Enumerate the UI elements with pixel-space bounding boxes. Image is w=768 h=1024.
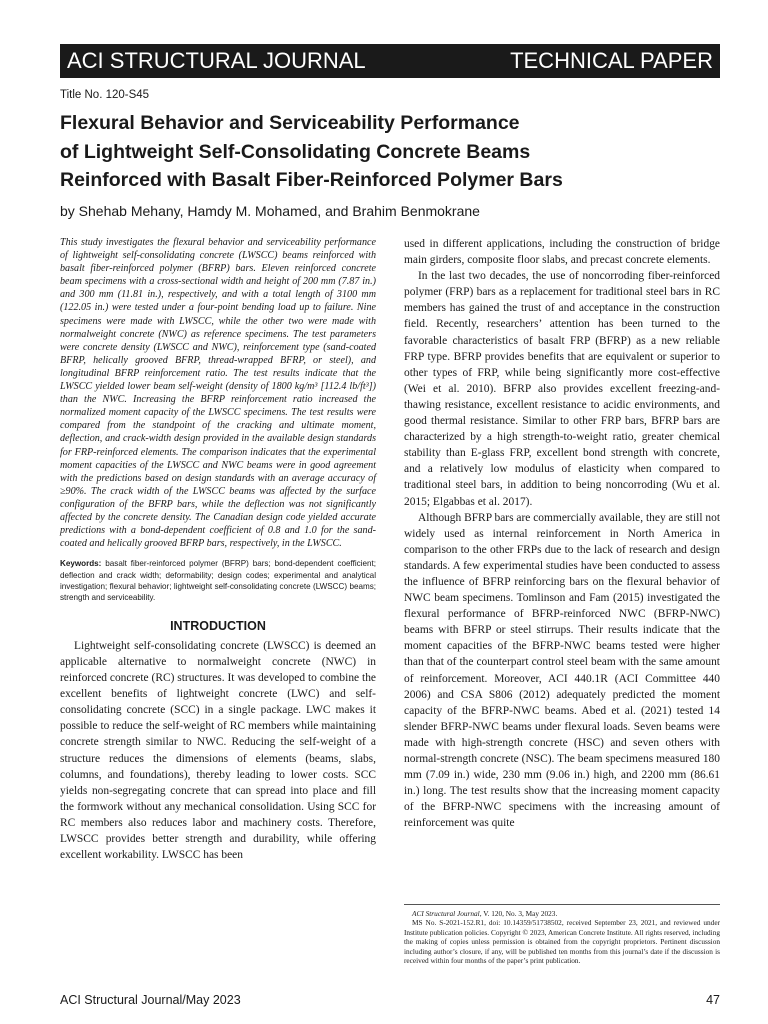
paragraph: In the last two decades, the use of noncorroding fiber-reinforced polymer (FRP) bars as a replacement for traditional steel bars in RC members has gained the trust of and acceptance in the construction field. Recently, researchers’ attention has been turned to the favorable characteristics of basalt FRP (BFRP) as a new reliable FRP type. BFRP provides benefits that are equivalent or superior to other types of FRP, while being significantly more cost-effective (Wei et al. 2010). BFRP also provides excellent freezing-and-thawing resistance, excellent resistance to acidic environments, and good thermal resistance. Similar to other FRP bars, BFRP bars are characterized by a high strength-to-weight ratio, greater chemical stability than E-glass FRP, excellent bond strength with concrete, and a relatively low modulus of elasticity when compared to traditional steel bars, in addition to being noncorroding (Wu et al. 2015; Elgabbas et al. 2017). bbox=[404, 270, 720, 508]
journal-banner bbox=[60, 44, 720, 78]
paragraph: Although BFRP bars are commercially available, they are still not widely used as internal reinforcement in North America in comparison to the other FRPs due to the lack of research and design standards. A few experimental studies have been conducted to assess the influence of BFRP reinforcing bars on the flexural behavior of NWC beam specimens. Tomlinson and Fam (2015) investigated the flexural performance of BFRP-reinforced NWC (BFRP-NWC) beams with BFRP or steel stirrups. Their results indicate that the moment capacities of the BFRP-NWC beams tested were higher than that of the counterpart control steel beam with the same amount of reinforcement. Moreover, ACI 440.1R (ACI Committee 440 2006) and CSA S806 (2012) adequately predicted the moment capacity of the BFRP-NWC beams. Abed et al. (2021) tested 14 slender BFRP-NWC beams under flexural loads. Seven beams were made with high-strength concrete (HSC) and seven others with normal-strength concrete (NSC). The beam specimens measured 180 mm (7.09 in.) wide, 230 mm (9.06 in.) high, and 2200 mm (86.61 in.) long. The test results show that the increasing moment capacity of the BFRP-NWC specimens with the increasing amount of reinforcement was quite bbox=[404, 511, 720, 830]
footnote-journal-issue: , V. 120, No. 3, May 2023. bbox=[479, 909, 558, 918]
paper-category: TECHNICAL PAPER bbox=[510, 48, 713, 73]
introduction-right-body bbox=[404, 236, 720, 831]
footnote-journal bbox=[404, 909, 720, 918]
left-column bbox=[60, 236, 376, 863]
introduction-heading: INTRODUCTION bbox=[170, 618, 266, 633]
journal-name: ACI STRUCTURAL JOURNAL bbox=[67, 48, 366, 73]
page-number: 47 bbox=[706, 993, 720, 1007]
publication-footnote bbox=[404, 904, 720, 965]
title-line: of Lightweight Self-Consolidating Concrete Beams bbox=[60, 140, 531, 163]
paper-title bbox=[60, 109, 720, 195]
keywords bbox=[60, 558, 376, 604]
paragraph: used in different applications, including the construction of bridge main girders, composite floor slabs, and precast concrete elements. bbox=[404, 238, 720, 267]
keywords-text: basalt fiber-reinforced polymer (BFRP) bars; bond-dependent coefficient; deflection and crack width; deformability; design codes; experimental and analytical investigation; flexural behavior; lightweight self-consolidating concrete (LWSCC) beams; strength and serviceability. bbox=[60, 559, 376, 603]
title-line: Flexural Behavior and Serviceability Performance bbox=[60, 112, 520, 134]
footer-journal-date: ACI Structural Journal/May 2023 bbox=[60, 993, 241, 1007]
abstract: This study investigates the flexural behavior and serviceability performance of lightweight self-consolidating concrete (LWSCC) beams reinforced with basalt fiber-reinforced polymer (BFRP) bars. Eleven reinforced concrete beam specimens with a cross-sectional width and height of 200 mm (7.87 in.) and 300 mm (11.81 in.), respectively, and with a total length of 3100 mm (122.05 in.) were tested under a four-point bending load up to failure. Nine specimens were made with LWSCC, while the other two were made with normalweight concrete (NWC) as reference specimens. The test parameters were concrete density (LWSCC and NWC), reinforcement type (sand-coated BFRP, helically grooved BFRP, thread-wrapped BFRP, or steel), and longitudinal BFRP reinforcement ratio. The test results indicate that the LWSCC yielded lower beam self-weight (density of 1800 kg/m³ [112.4 lb/ft³]) than the NWC. Increasing the BFRP reinforcement ratio increased the normalized moment capacity of the LWSCC specimens. The test results were compared from the standpoint of the cracking and ultimate moment, deflection, and crack-width design provided in the available design standards for FRP-reinforced elements. The comparison indicates that the experimental moment capacities of the LWSCC and NWC beams were in good agreement with the predictions based on design standards with an average accuracy of ≥90%. The crack width of the LWSCC beams was affected by the surface configuration of the BFRP bars, while the deflection was not significantly affected by the concrete density. The Canadian design code yielded accurate predictions with a bond-dependent coefficient of 0.8 and 1.0 for the sand-coated and helically grooved BFRP bars, respectively, in the LWSCC. bbox=[60, 237, 376, 550]
footnote-journal-name: ACI Structural Journal bbox=[412, 909, 480, 918]
keywords-label: Keywords: bbox=[60, 559, 102, 569]
right-column bbox=[404, 236, 720, 831]
title-number: Title No. 120-S45 bbox=[60, 89, 150, 101]
paragraph: Lightweight self-consolidating concrete (LWSCC) is deemed an applicable alternative to normalweight concrete (NWC) in reinforced concrete (RC) structures. It was developed to combine the excellent benefits of lightweight concrete (LWC) and self-consolidating concrete (SCC) in a single package. LWC makes it possible to reduce the self-weight of RC members while maintaining concrete strength similar to NWC. Reducing the self-weight of a structure reduces the dimensions of elements (beams, slabs, columns, and foundations), thereby leading to lower costs. SCC yields non-segregating concrete that can spread into place and fill the formwork without any mechanical consolidation. Using SCC for RC members also reduces labor and machinery costs. Therefore, LWSCC provides better strength and durability, while offering excellent workability. LWSCC has been bbox=[60, 639, 376, 862]
introduction-left-body bbox=[60, 638, 376, 863]
title-line: Reinforced with Basalt Fiber-Reinforced Polymer Bars bbox=[60, 169, 563, 191]
author-byline: by Shehab Mehany, Hamdy M. Mohamed, and Brahim Benmokrane bbox=[60, 203, 480, 219]
footnote-ms-info: MS No. S-2021-152.R1, doi: 10.14359/51738502, received September 23, 2021, and reviewed under Institute publication policies. Copyright © 2023, American Concrete Institute. All rights reserved, including the making of copies unless permission is obtained from the copyright proprietors. Pertinent discussion including author’s closure, if any, will be published ten months from this journal’s date if the discussion is received within four months of the paper’s print publication. bbox=[404, 918, 720, 966]
